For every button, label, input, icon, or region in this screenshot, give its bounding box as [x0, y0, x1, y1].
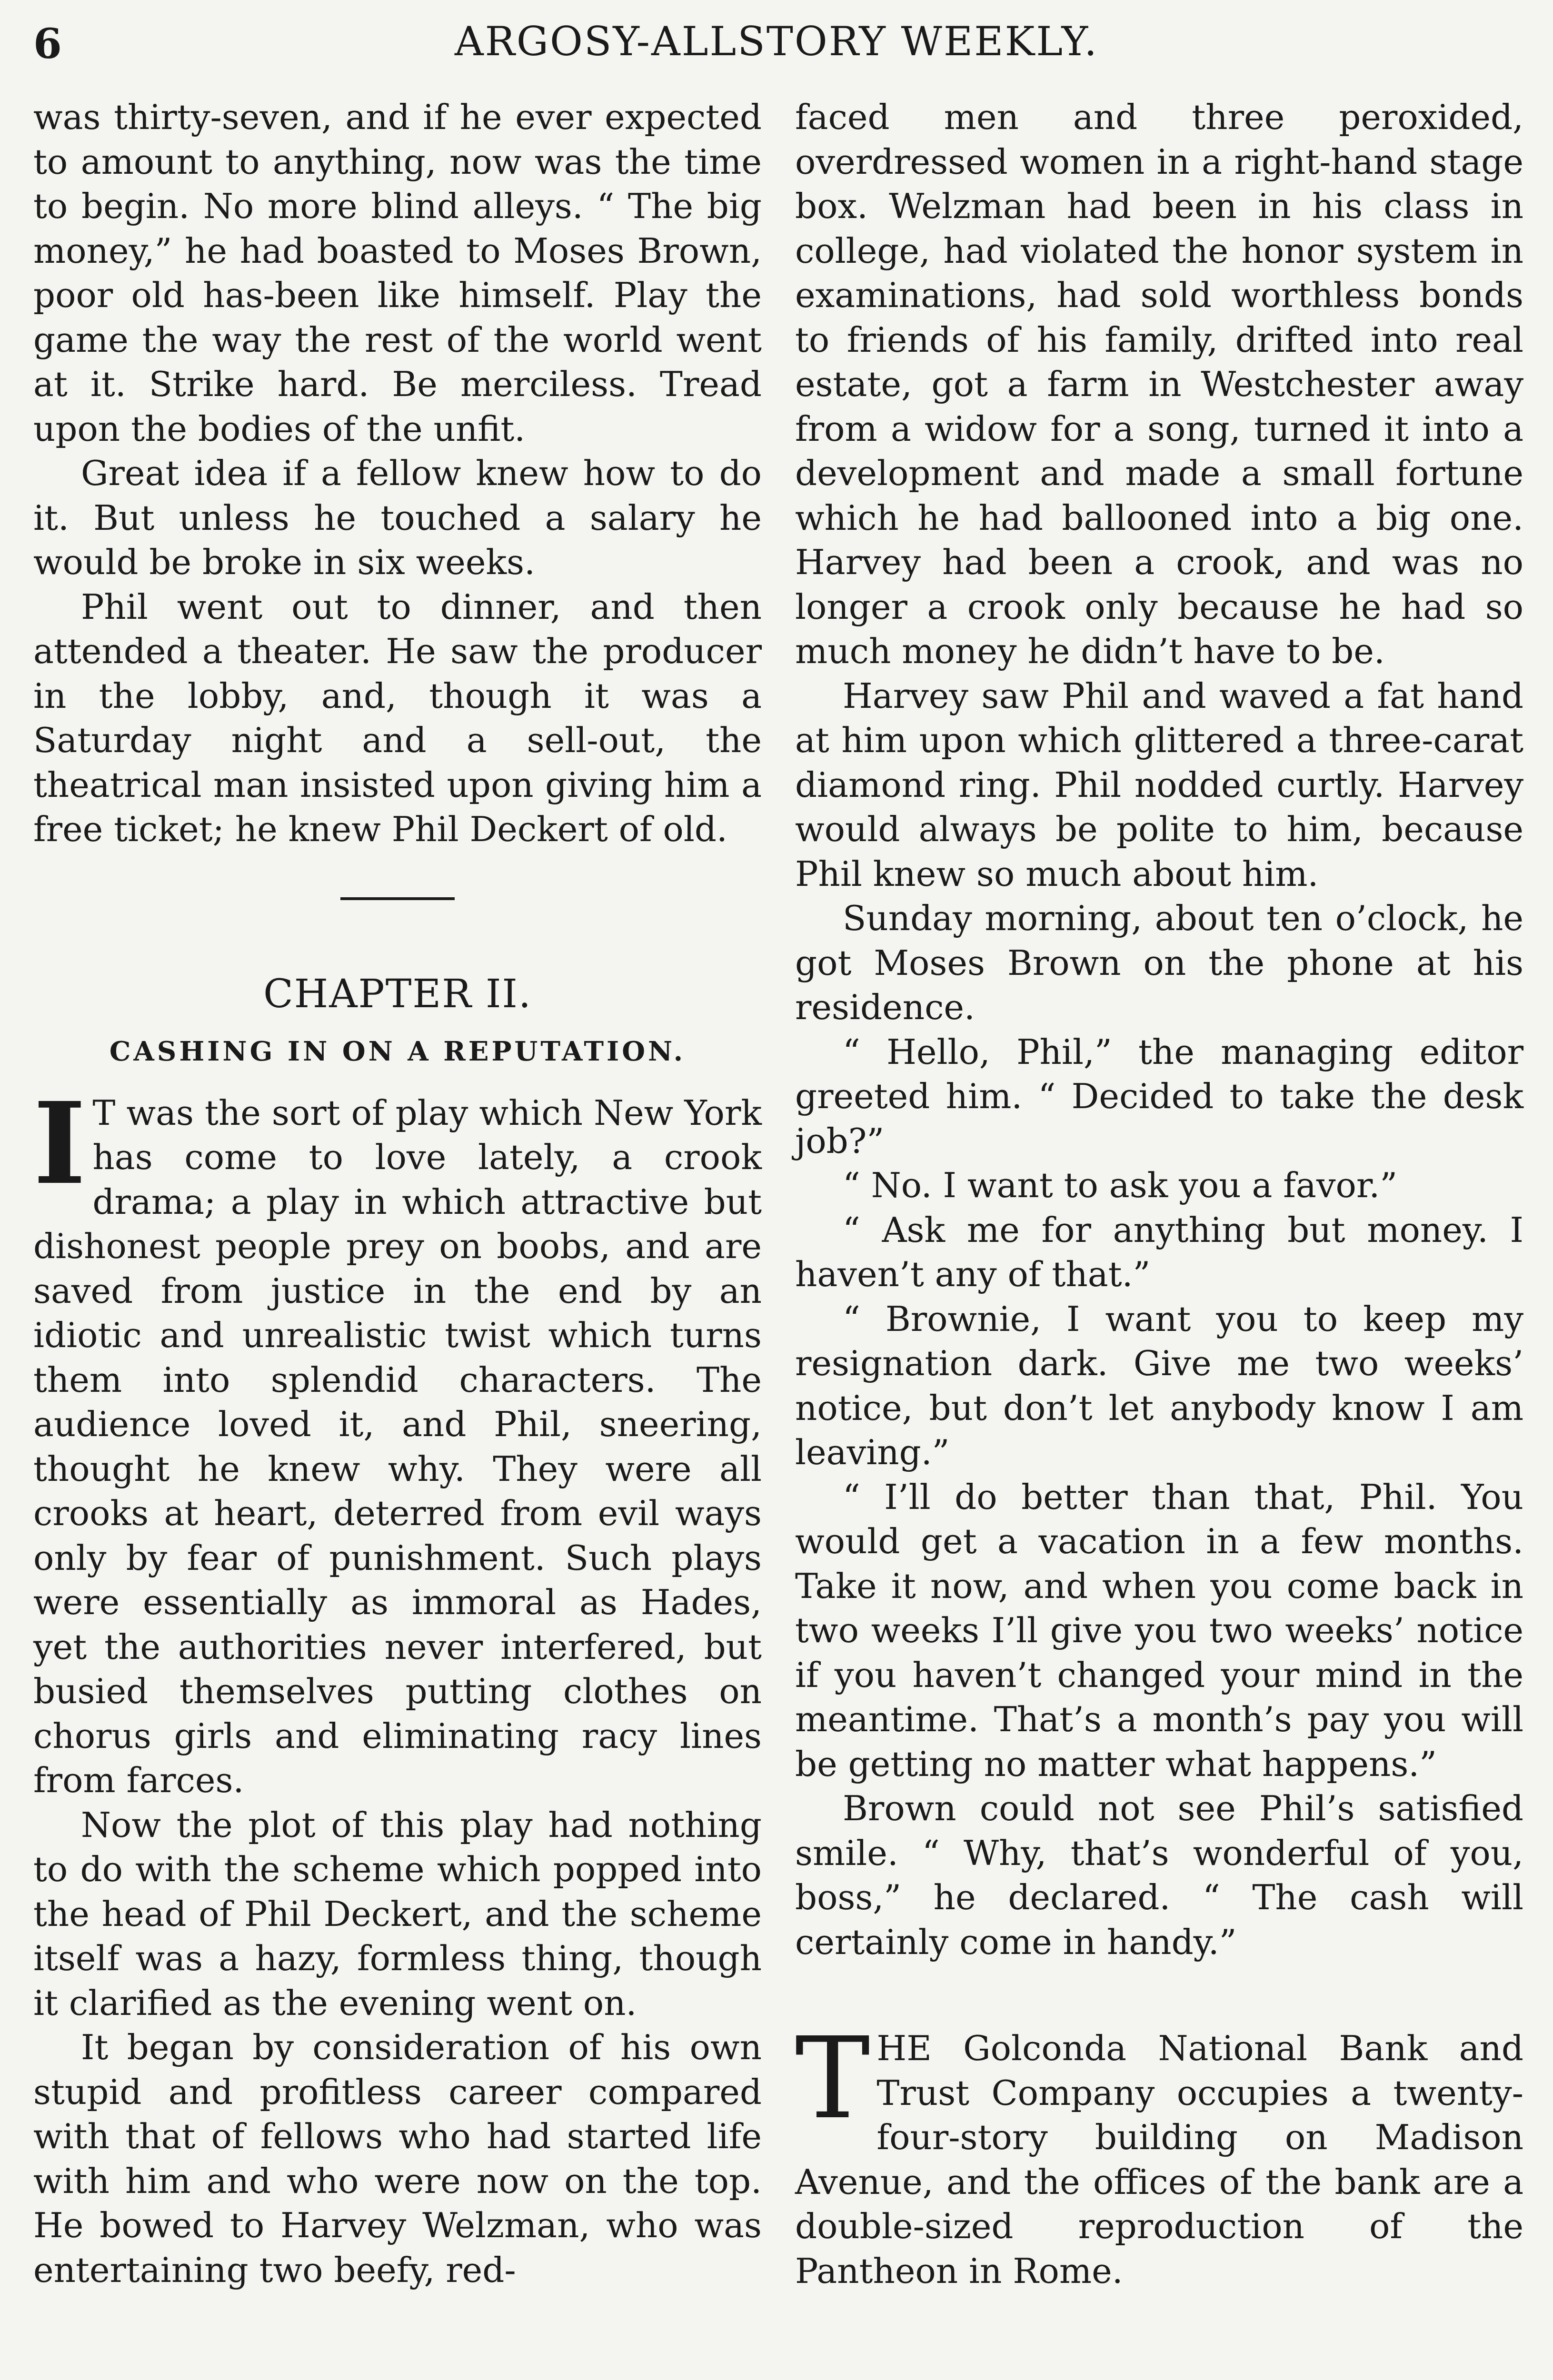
paragraph: “ No. I want to ask you a favor.”: [843, 1165, 1398, 1205]
paragraph: Brown could not see Phil’s satisfied smile. “ Why, that’s wonderful of you, boss,” he declared. “ The cash will certainly come in handy.”: [795, 1788, 1523, 1962]
paragraph: Great idea if a fellow knew how to do it. But unless he touched a salary he would be broke in six weeks.: [33, 453, 762, 582]
paragraph: Now the plot of this play had nothing to do with the scheme which popped into the head of Phil Deckert, and the scheme itself was a hazy, formless thing, though it clarified as the evening went on.: [33, 1805, 762, 2023]
dropcap-paragraph: [33, 1077, 762, 1803]
paragraph: Sunday morning, about ten o’clock, he got Moses Brown on the phone at his residence.: [795, 898, 1523, 1027]
paragraph: “ Ask me for anything but money. I haven’t any of that.”: [795, 1210, 1523, 1294]
paragraph: “ I’ll do better than that, Phil. You would get a vacation in a few months. Take it now, and when you come back in two weeks I’ll give you two weeks’ notice if you haven’t changed your mind in the meantime. That’s a month’s pay you will be getting no matter what happens.”: [795, 1477, 1523, 1784]
section-divider: [340, 897, 455, 900]
chapter-subtitle: CASHING IN ON A REPUTATION.: [109, 1035, 686, 1067]
left-column: [33, 95, 762, 2292]
dropcap-paragraph-text: HE Golconda National Bank and Trust Company occupies a twenty-four-story building on Madison Avenue, and the offices of the bank are a double-sized reproduction of the Pantheon in Rome.: [795, 2028, 1523, 2291]
dropcap-letter: I: [33, 1077, 86, 1210]
dropcap-letter: T: [795, 2013, 870, 2144]
paragraph: Harvey saw Phil and waved a fat hand at him upon which glittered a three-carat diamond ring. Phil nodded curtly. Harvey would always be polite to him, because Phil knew so much about him.: [795, 675, 1523, 894]
page-header: [29, 10, 1524, 81]
dropcap-paragraph: [795, 2013, 1523, 2293]
paragraph: faced men and three peroxided, overdressed women in a right-hand stage box. Welzman had been in his class in college, had violated the honor system in examinations, had sold worthless bonds to friends of his family, drifted into real estate, got a farm in Westchester away from a widow for a song, turned it into a development and made a small fortune which he had ballooned into a big one. Harvey had been a crook, and was no longer a crook only because he had so much money he didn’t have to be.: [795, 97, 1523, 671]
page-number: 6: [33, 20, 62, 68]
paragraph: Phil went out to dinner, and then attended a theater. He saw the producer in the lobby, and, though it was a Saturday night and a sell-out, the theatrical man insisted upon giving him a free ticket; he knew Phil Deckert of old.: [33, 586, 762, 849]
paragraph: “ Hello, Phil,” the managing editor greeted him. “ Decided to take the desk job?”: [795, 1031, 1523, 1161]
running-head: ARGOSY-ALLSTORY WEEKLY.: [455, 18, 1098, 65]
paragraph: It began by consideration of his own stupid and profitless career compared with that of fellows who had started life with him and who were now on the top. He bowed to Harvey Welzman, who was entertaining two beefy, red-: [33, 2027, 762, 2290]
paragraph: was thirty-seven, and if he ever expected to amount to anything, now was the time to begin. No more blind alleys. “ The big money,” he had boasted to Moses Brown, poor old has-been like himself. Play the game the way the rest of the world went at it. Strike hard. Be merciless. Tread upon the bodies of the unfit.: [33, 97, 762, 449]
paragraph: “ Brownie, I want you to keep my resignation dark. Give me two weeks’ notice, but don’t let anybody know I am leaving.”: [795, 1299, 1523, 1472]
right-column: [795, 95, 1523, 2293]
chapter-title: CHAPTER II.: [263, 971, 532, 1017]
section-gap: [795, 1964, 1523, 2026]
dropcap-paragraph-text: T was the sort of play which New York has come to love lately, a crook drama; a play in which attractive but dishonest people prey on boobs, and are saved from justice in the end by an idiotic and unrealistic twist which turns them into splendid characters. The audience loved it, and Phil, sneering, thought he knew why. They were all crooks at heart, deterred from evil ways only by fear of punishment. Such plays were essentially as immoral as Hades, yet the authorities never interfered, but busied themselves putting clothes on chorus girls and eliminating racy lines from farces.: [33, 1092, 762, 1800]
